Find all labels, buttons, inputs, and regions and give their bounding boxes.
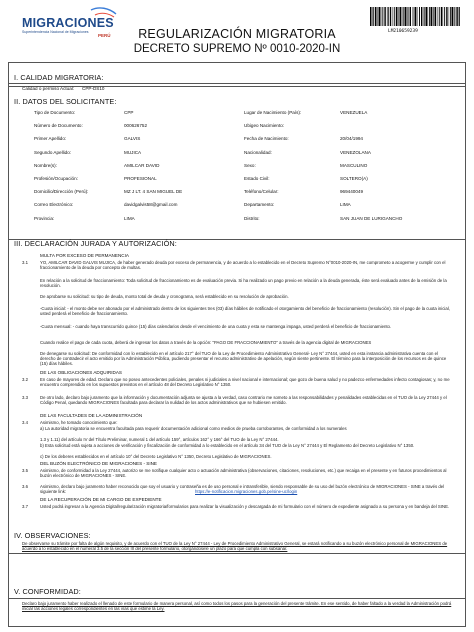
barcode-bar	[444, 7, 445, 26]
barcode-bar	[450, 7, 451, 26]
barcode-bar	[370, 7, 371, 26]
field-label: Número de Documento:	[34, 123, 83, 129]
barcode-bar	[446, 7, 447, 26]
barcode-bar	[379, 7, 380, 26]
field-label: Fecha de Nacimiento:	[244, 136, 289, 142]
field-label: Nombre(s):	[34, 162, 57, 168]
sine-login-link[interactable]: https://e-notificacion.migraciones.gob.pe/sine-uc/login	[195, 489, 298, 494]
field-value: LIMA	[340, 202, 351, 208]
barcode-bar	[378, 7, 379, 26]
clause-3-3: De otro lado, declaro bajo juramento que la información y documentación adjunta se ajusta a la verdad, caso contrario me someto a las responsabilidades y penalidades establecidas en el TUO de la Ley 27444 y el Código Penal, quedando MIGRACIONES facultada para declarar la nulidad de los actos administrativos que se hubiesen emitido.	[40, 395, 447, 406]
field-value: CPP	[124, 110, 134, 115]
field-label: Distrito:	[244, 215, 260, 221]
barcode-number: LM210659239	[388, 29, 418, 34]
field-label: Lugar de Nacimiento (País):	[244, 110, 302, 115]
clause-number: 3.1	[22, 260, 28, 265]
field-label: Ubigeo Nacimiento:	[244, 123, 285, 129]
barcode-bar	[424, 7, 425, 26]
clause-3-2: En caso de mayores de edad. Declaro que no poseo antecedentes policiales, penales ni judiciales a nivel nacional e internacional; que gozo de buena salud y no padezco enfermedades infecto contagiosas; y, no me encuentro comprendido en los supuestos previstos en el artículo 48 del Decreto Legislativo N° 1350.	[40, 377, 450, 388]
field-value: LIMA	[124, 215, 135, 221]
field-label: Provincia:	[34, 215, 55, 221]
field-value: VENEZUELA	[340, 110, 368, 115]
section-heading-declaracion: III. DECLARACIÓN JURADA Y AUTORIZACIÓN:	[14, 239, 177, 248]
facultades-heading: DE LAS FACULTADES DE LA ADMINISTRACIÓN	[40, 413, 143, 418]
clause-3-4: Asimismo, he tomado conocimiento que:	[40, 420, 118, 425]
divider	[8, 598, 466, 599]
barcode-bar	[388, 7, 389, 26]
barcode-bar	[414, 7, 415, 26]
field-label: Correo Electrónico:	[34, 202, 74, 208]
field-value: davidgalvis58@gmail.com	[124, 202, 178, 208]
barcode-bar	[382, 7, 383, 26]
clause-number: 3.2	[22, 377, 28, 382]
field-label: Estado Civil:	[244, 176, 270, 181]
field-label: Segundo Apellido:	[34, 149, 72, 155]
field-label: Nacionalidad:	[244, 149, 272, 155]
clause-3-1-cuota-mensual: -Cuota mensual: - cuando haya transcurrido quince (15) días calendarios desde el vencimiento de una cuota y esta se mantenga impaga, usted perderá el beneficio de fraccionamiento.	[40, 324, 392, 329]
barcode-bar	[396, 7, 397, 26]
clause-number: 3.7	[22, 504, 28, 509]
field-value: 000626752	[124, 123, 147, 129]
clause-3-4-d: c) De los deberes establecidos en el artículo 10° del Decreto Legislativo N° 1350, Decreto Legislativo de MIGRACIONES.	[40, 454, 272, 459]
barcode-bar	[419, 7, 420, 26]
barcode-bar	[456, 7, 457, 26]
field-label: Departamento:	[244, 202, 275, 208]
barcode-bar	[405, 7, 406, 26]
divider	[8, 83, 466, 84]
field-label: Tipo de Documento:	[34, 110, 76, 115]
field-label: Primer Apellido:	[34, 136, 67, 142]
logo-text: MIGRACIONES	[22, 16, 114, 30]
clause-number: 3.5	[22, 468, 28, 473]
field-value: MASCULINO	[340, 162, 368, 168]
page-subtitle: DECRETO SUPREMO Nº 0010-2020-IN	[133, 43, 341, 55]
barcode-bar	[415, 7, 416, 26]
field-label: Domicilio/Dirección (Perú):	[34, 189, 89, 195]
clause-3-6: Asimismo, declaro bajo juramento haber reconocido que soy el usuario y contraseña es de uso personal e intransferible, siendo responsable de su uso del buzón electrónico de MIGRACIONES - SINE a través del siguiente link:	[40, 484, 445, 495]
clause-number: 3.6	[22, 484, 28, 489]
barcode-bar	[433, 7, 434, 26]
clause-3-5: Asimismo, de conformidad a la Ley 27444, autorizo se me notifique cualquier acto o actuación administrativa (observaciones, citaciones, resoluciones, etc.) que recaiga en el presente y en futuros procedimientos al buzón electrónico de MIGRACIONES - SINE.	[40, 468, 447, 479]
barcode-bar	[408, 7, 409, 26]
clause-3-7: Usted podrá ingresar a la Agencia Digital/regularización migratoria/formularios para realizar la visualización y descargada de mi formulario con el número de expediente asignado a su persona y en bandeja del SINE.	[40, 504, 450, 509]
barcode-icon	[370, 7, 460, 26]
barcode-bar	[452, 7, 453, 26]
clause-number: 3.3	[22, 395, 28, 400]
field-value: GALVIS	[124, 136, 141, 142]
barcode-bar	[373, 7, 374, 26]
barcode-bar	[394, 7, 395, 26]
field-value: MZ J LT. 4 SAN MIGUEL DE	[124, 189, 183, 195]
field-value: 20/04/1994	[340, 136, 363, 142]
clause-3-1-aprobacion: De aprobarse su solicitud: su tipo de deuda, monto total de deuda y cronograma, será establecido en su resolución de aprobación.	[40, 294, 289, 299]
divider	[8, 553, 466, 554]
field-label: Sexo:	[244, 162, 256, 168]
barcode-bar	[439, 7, 440, 26]
clause-3-4-b: 1.3 y 1.11) del artículo IV del Título Preliminar, numeral 1 del artículo 159°, artículos 162° y 166° del TUO de la Ley N° 27444.	[40, 437, 279, 442]
field-value: PROFESIONAL	[124, 176, 157, 181]
field-label: Profesión/Ocupación:	[34, 176, 78, 181]
page-title: REGULARIZACIÓN MIGRATORIA	[138, 27, 336, 41]
clause-3-4-c: b) Esta solicitud está sujeta a acciones de verificación y fiscalización de conformidad a lo establecido en el artículo 34 del TUO de la Ley N° 27444 y El Reglamento del Decreto Legislativo N° 1350.	[40, 443, 415, 448]
barcode-bar	[390, 7, 391, 26]
section-heading-calidad: I. CALIDAD MIGRATORIA:	[14, 73, 104, 82]
field-label: Teléfono/Celular:	[244, 189, 279, 195]
barcode-bar	[384, 7, 385, 26]
barcode-bar	[429, 7, 430, 26]
barcode-bar	[431, 7, 432, 26]
field-value: AMILCAR DAVID	[124, 162, 160, 168]
barcode-bar	[441, 7, 442, 26]
calidad-value: CPP-DS10	[82, 86, 105, 91]
field-value: SOLTERO(A)	[340, 176, 368, 181]
logo-country: PERÚ	[98, 33, 111, 38]
multa-heading: MULTA POR EXCESO DE PERMANENCIA	[40, 253, 129, 258]
buzon-heading: DEL BUZÓN ELECTRÓNICO DE MIGRACIONES - SINE	[40, 461, 157, 466]
conformidad-text: Declaro bajo juramento haber realizado el llenado de este formulario de manera personal, así como todos los pasos para la generación del presente trámite. En ese sentido, de haber faltado a la verdad la Administración podrá iniciar las acciones legales correspondientes en las vías que estime la Ley.	[22, 601, 452, 612]
clause-3-1-denegacion: De denegarse su solicitud: De conformidad con lo establecido en el artículo 217° del TUO de la Ley de Procedimiento Administrativo General- Ley N° 27444, usted en esta instancia administrativa cuenta con el derecho de contradecir el acto emitido por la Administración Pública, pudiendo presentar el recurso administrativo de apelación, según siente pertinente. El término para la interposición de los recursos es de quince (15) días hábiles.	[40, 351, 447, 367]
barcode-bar	[435, 7, 436, 26]
barcode-bar	[375, 7, 376, 26]
clause-3-1-cuota-inicial: -Cuota inicial: - el monto debe ser abonado por el administrado dentro de los siguientes tres (03) días hábiles de notificado el otorgamiento del beneficio de fraccionamiento (resolución). Sin el pago de la cuota inicial, usted perderá el beneficio de fraccionamiento.	[40, 306, 450, 317]
section-heading-conformidad: V. CONFORMIDAD:	[14, 587, 81, 596]
clause-3-1: YO, AMILCAR DAVID GALVIS MUJICA, de haber generado deuda por exceso de permanencia, y de acuerdo a lo establecido en el Decreto Supremo N°0010-2020-IN, me comprometo a acogerme y cumplir con el fraccionamiento de la deuda por concepto de multas.	[40, 260, 446, 271]
clause-3-1-fraccionamiento: En relación a la solicitud de fraccionamiento: Toda solicitud de fraccionamiento es de evaluación previa. Si ha realizado un pago previo en relación a la deuda generada, éste será evaluado antes de la emisión de la resolución.	[40, 278, 447, 289]
section-heading-solicitante: II. DATOS DEL SOLICITANTE:	[14, 97, 117, 106]
recuperacion-heading: DE LA RECUPERACIÓN DE MI CARGO DE EXPEDIENTE	[40, 497, 162, 502]
barcode-bar	[410, 7, 411, 26]
barcode-bar	[421, 7, 422, 26]
field-value: MUJICA	[124, 149, 142, 155]
field-value: 969440049	[340, 189, 363, 195]
divider	[8, 86, 466, 87]
observaciones-text: De observarse su trámite por falta de algún requisito, y de acuerdo con el TUO de la Ley N° 27444 - Ley de Procedimiento Administrativo General, se estará notificando a su buzón electrónico personal de MIGRACIONES de acuerdo a lo establecido en el numeral 3.5 de la sección III del presente formulario, otorgándosele un plazo para que cumpla con subsanar.	[22, 541, 448, 552]
barcode-bar	[399, 7, 400, 26]
barcode-bar	[403, 7, 404, 26]
field-value: VENEZOLANA	[340, 149, 371, 155]
barcode-bar	[459, 7, 460, 26]
obligaciones-heading: DE LAS OBLIGACIONES ADQUIRIDAS	[40, 370, 122, 375]
barcode-bar	[426, 7, 427, 26]
section-heading-observaciones: IV. OBSERVACIONES:	[14, 531, 91, 540]
calidad-label: Calidad o permiso Actual:	[22, 86, 75, 91]
field-value: SAN JUAN DE LURIGANCHO	[340, 215, 403, 221]
clause-3-1-pago: Cuando realice el pago de cada cuota, deberá de ingresar los datos a través de la opción: "PAGO DE FRACCIONAMIENTO" a través de la agencia digital de MIGRACIONES	[40, 340, 372, 345]
barcode-bar	[454, 7, 455, 26]
clause-number: 3.4	[22, 420, 28, 425]
barcode-bar	[400, 7, 401, 26]
clause-3-4-a: a) La autoridad migratoria se encuentra facultada para requerir documentación adicional como medios de prueba corroborantes, de conformidad a los numerales	[40, 426, 347, 431]
logo-subtext: Superintendencia Nacional de Migraciones	[22, 30, 89, 34]
